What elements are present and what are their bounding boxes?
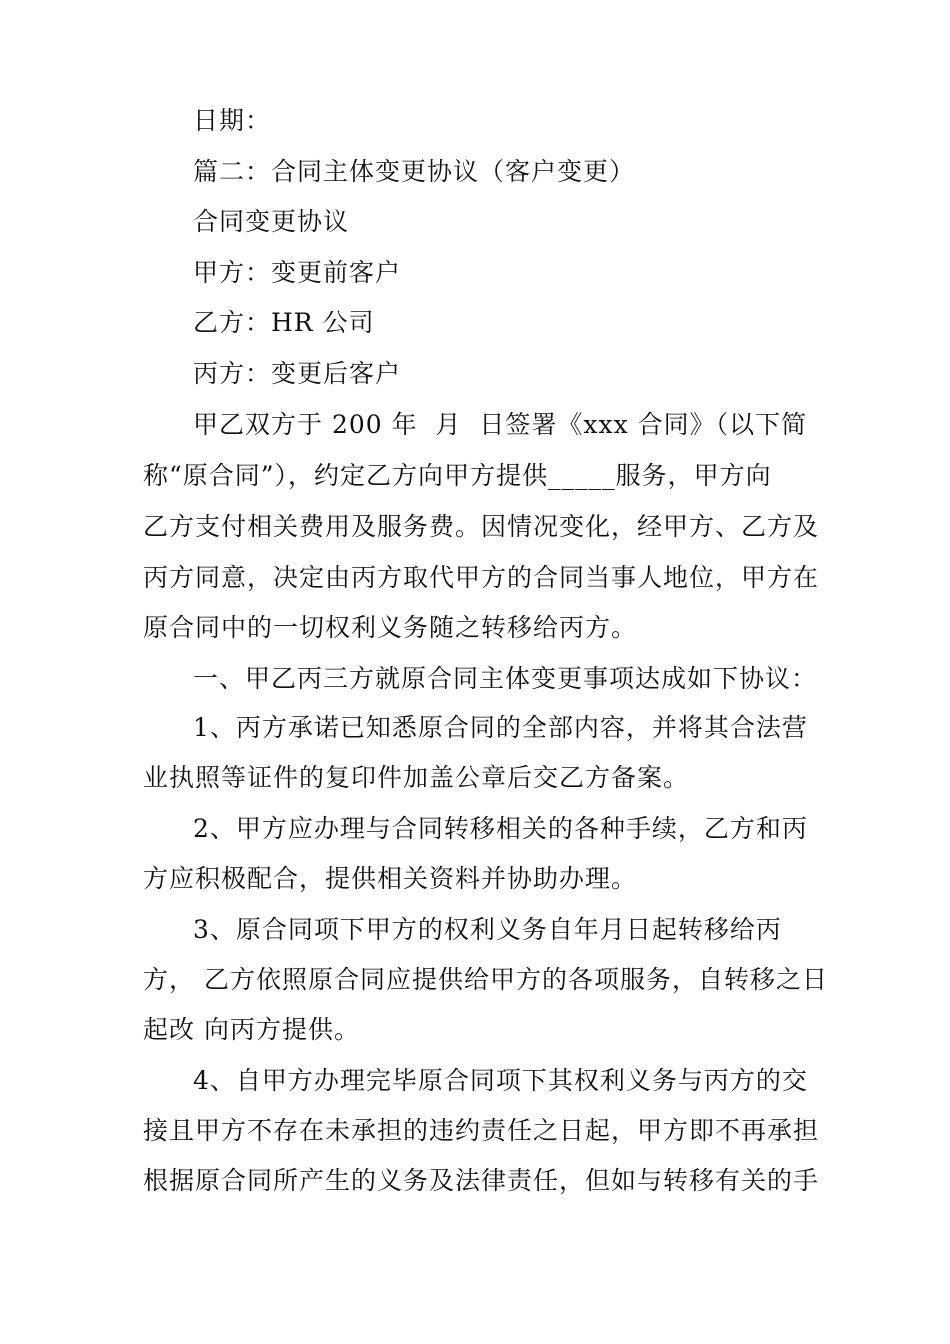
party-b-line: 乙方：HR 公司	[193, 308, 375, 337]
paragraph-line: 乙方支付相关费用及服务费。因情况变化，经甲方、乙方及	[143, 512, 820, 541]
clause-3-line: 3、原合同项下甲方的权利义务自年月日起转移给丙	[193, 915, 782, 944]
clause-4-line: 根据原合同所产生的义务及法律责任，但如与转移有关的手	[143, 1166, 820, 1195]
clause-4-line: 接且甲方不存在未承担的违约责任之日起，甲方即不再承担	[143, 1116, 820, 1145]
clause-3-line: 起改 向丙方提供。	[143, 1015, 360, 1044]
clause-3-line: 方， 乙方依照原合同应提供给甲方的各项服务，自转移之日	[143, 965, 828, 994]
clause-1-line: 业执照等证件的复印件加盖公章后交乙方备案。	[143, 763, 690, 792]
clause-4-line: 4、自甲方办理完毕原合同项下其权利义务与丙方的交	[193, 1066, 808, 1095]
clause-2-line: 2、甲方应办理与合同转移相关的各种手续，乙方和丙	[193, 814, 808, 843]
paragraph-line: 称“原合同”），约定乙方向甲方提供_____服务，甲方向	[143, 461, 772, 490]
paragraph-line: 丙方同意，决定由丙方取代甲方的合同当事人地位，甲方在	[143, 563, 820, 592]
paragraph-line: 甲乙双方于 200 年 月 日签署《xxx 合同》（以下简	[193, 410, 808, 439]
clause-1-line: 1、丙方承诺已知悉原合同的全部内容，并将其合法营	[193, 713, 808, 742]
clause-2-line: 方应积极配合，提供相关资料并协助办理。	[143, 864, 638, 893]
party-a-line: 甲方：变更前客户	[193, 258, 402, 287]
section-heading: 篇二：合同主体变更协议（客户变更）	[193, 157, 636, 186]
date-label: 日期：	[193, 106, 272, 135]
paragraph-line: 原合同中的一切权利义务随之转移给丙方。	[143, 613, 638, 642]
clause-heading: 一、甲乙丙三方就原合同主体变更事项达成如下协议：	[193, 664, 818, 693]
document-title: 合同变更协议	[193, 207, 350, 236]
party-c-line: 丙方：变更后客户	[193, 359, 402, 388]
